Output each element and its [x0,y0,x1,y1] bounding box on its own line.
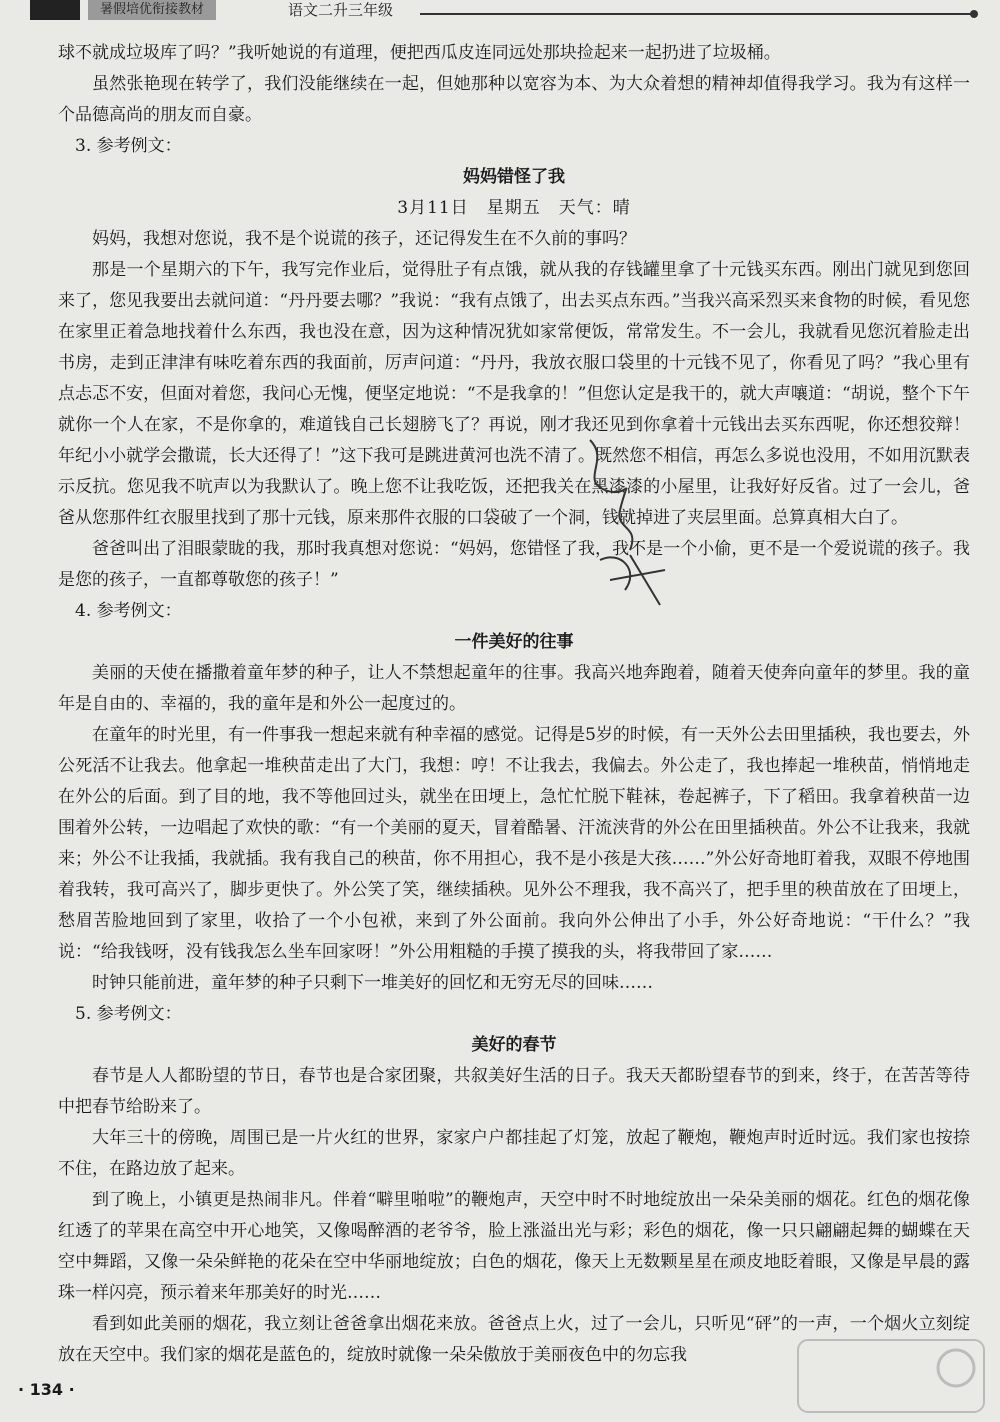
page-header [0,0,1000,22]
paragraph: 球不就成垃圾库了吗？”我听她说的有道理，便把西瓜皮连同远处那块捡起来一起扔进了垃圾桶。 [58,43,781,63]
section-label: 5. 参考例文： [75,1004,182,1024]
essay-title: 一件美好的往事 [454,632,574,652]
paragraph: 时钟只能前进，童年梦的种子只剩下一堆美好的回忆和无穷无尽的回味…… [92,973,653,993]
section-label: 3. 参考例文： [75,136,182,156]
paragraph: 美丽的天使在播撒着童年梦的种子，让人不禁想起童年的往事。我高兴地奔跑着，随着天使奔向童年的梦里。我的童年是自由的、幸福的，我的童年是和外公一起度过的。 [58,663,970,714]
essay-title: 妈妈错怪了我 [463,167,565,187]
header-rule [420,13,972,15]
paragraph: 在童年的时光里，有一件事我一想起来就有种幸福的感觉。记得是5岁的时候，有一天外公去田里插秧，我也要去，外公死活不让我去。他拿起一堆秧苗走出了大门，我想：哼！不让我去，我偏去。外公走了，我也捧起一堆秧苗，悄悄地走在外公的后面。到了目的地，我不等他回过头，就坐在田埂上，急忙忙脱下鞋袜，卷起裤子，下了稻田。我拿着秧苗一边围着外公转，一边唱起了欢快的歌：“有一个美丽的夏天，冒着酷暑、汗流浃背的外公在田里插秧苗。外公不让我来，我就来；外公不让我插，我就插。我有我自己的秧苗，你不用担心，我不是小孩是大孩……”外公好奇地盯着我，双眼不停地围着我转，我可高兴了，脚步更快了。外公笑了笑，继续插秧。见外公不理我，我不高兴了，把手里的秧苗放在了田埂上，愁眉苦脸地回到了家里，收拾了一个小包袱，来到了外公面前。我向外公伸出了小手，外公好奇地说：“干什么？”我说：“给我钱呀，没有钱我怎么坐车回家呀！”外公用粗糙的手摸了摸我的头，将我带回了家…… [58,725,970,962]
paragraph: 到了晚上，小镇更是热闹非凡。伴着“噼里啪啦”的鞭炮声，天空中时不时地绽放出一朵朵美丽的烟花。红色的烟花像红透了的苹果在高空中开心地笑，又像喝醉酒的老爷爷，脸上涨溢出光与彩；彩色的烟花，像一只只翩翩起舞的蝴蝶在天空中舞蹈，又像一朵朵鲜艳的花朵在空中华丽地绽放；白色的烟花，像天上无数颗星星在顽皮地眨着眼，又像是早晨的露珠一样闪亮，预示着来年那美好的时光…… [58,1190,970,1303]
essay-title: 美好的春节 [471,1035,557,1055]
paragraph: 妈妈，我想对您说，我不是个说谎的孩子，还记得发生在不久前的事吗？ [92,229,636,249]
paragraph: 春节是人人都盼望的节日，春节也是合家团聚，共叙美好生活的日子。我天天都盼望春节的到来，终于，在苦苦等待中把春节给盼来了。 [58,1066,970,1117]
book-title: 暑假培优衔接教材 [88,0,216,20]
watermark-logo [796,1338,986,1414]
header-badge [30,0,80,20]
page-content [58,38,970,1371]
paragraph: 看到如此美丽的烟花，我立刻让爸爸拿出烟花来放。爸爸点上火，过了一会儿，只听见“砰”的一声，一个烟火立刻绽放在天空中。我们家的烟花是蓝色的，绽放时就像一朵朵傲放于美丽夜色中的勿忘我 [58,1314,970,1365]
section-label: 4. 参考例文： [75,601,182,621]
page-number: · 134 · [18,1380,75,1399]
header-rule-dot [970,10,978,18]
paragraph: 那是一个星期六的下午，我写完作业后，觉得肚子有点饿，就从我的存钱罐里拿了十元钱买东西。刚出门就见到您回来了，您见我要出去就问道：“丹丹要去哪？”我说：“我有点饿了，出去买点东西。”当我兴高采烈买来食物的时候，看见您在家里正着急地找着什么东西，我也没在意，因为这种情况犹如家常便饭，常常发生。不一会儿，我就看见您沉着脸走出书房，走到正津津有味吃着东西的我面前，厉声问道：“丹丹，我放衣服口袋里的十元钱不见了，你看见了吗？”我心里有点忐忑不安，但面对着您，我问心无愧，便坚定地说：“不是我拿的！”但您认定是我干的，就大声嚷道：“胡说，整个下午就你一个人在家，不是你拿的，难道钱自己长翅膀飞了？再说，刚才我还见到你拿着十元钱出去买东西呢，你还想狡辩！年纪小小就学会撒谎，长大还得了！”这下我可是跳进黄河也洗不清了。既然您不相信，再怎么多说也没用，不如用沉默表示反抗。您见我不吭声以为我默认了。晚上您不让我吃饭，还把我关在黑漆漆的小屋里，让我好好反省。过了一会儿，爸爸从您那件红衣服里找到了那十元钱，原来那件衣服的口袋破了一个洞，钱就掉进了夹层里面。总算真相大白了。 [58,260,970,528]
paragraph: 虽然张艳现在转学了，我们没能继续在一起，但她那种以宽容为本、为大众着想的精神却值得我学习。我为有这样一个品德高尚的朋友而自豪。 [58,74,970,125]
handwriting-scribble [570,430,690,610]
grade-label: 语文二升三年级 [288,1,394,19]
paragraph: 大年三十的傍晚，周围已是一片火红的世界，家家户户都挂起了灯笼，放起了鞭炮，鞭炮声时近时远。我们家也按捺不住，在路边放了起来。 [58,1128,970,1179]
dateline: 3月11日 星期五 天气：晴 [397,198,631,218]
paragraph: 爸爸叫出了泪眼蒙眬的我，那时我真想对您说：“妈妈，您错怪了我，我不是一个小偷，更不是一个爱说谎的孩子。我是您的孩子，一直都尊敬您的孩子！” [58,539,970,590]
